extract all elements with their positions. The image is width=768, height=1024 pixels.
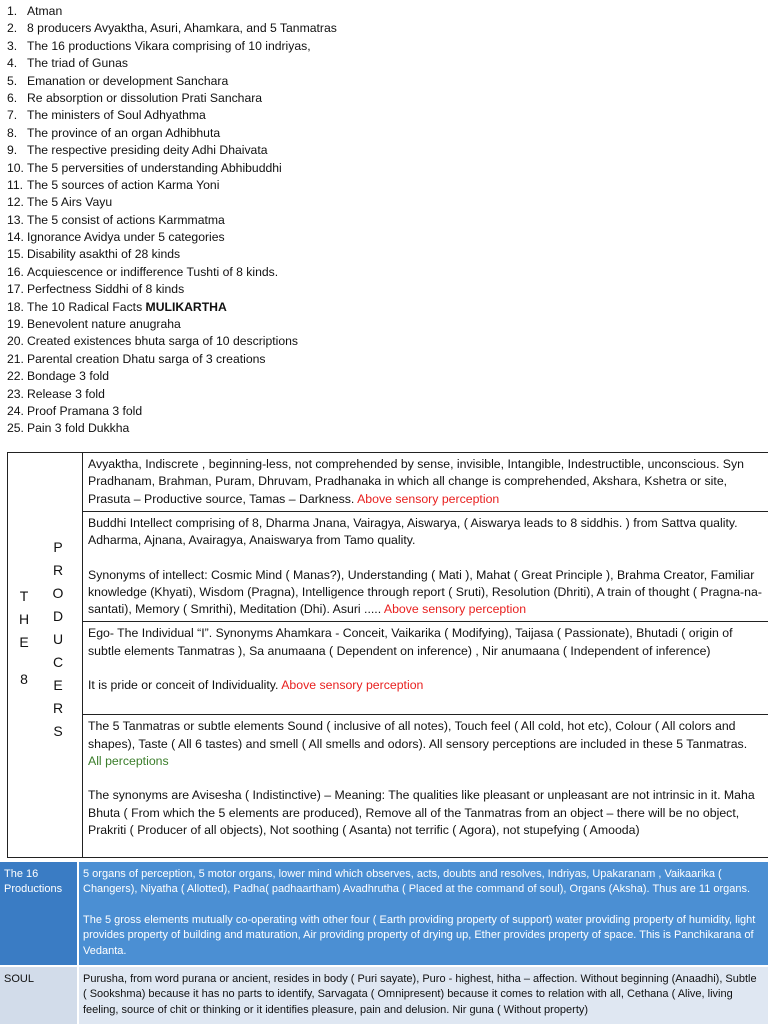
producers-table — [7, 452, 768, 858]
list-item-number: 5. — [7, 73, 18, 88]
list-item-text: The 16 productions Vikara comprising of 10 indriyas, — [27, 38, 311, 53]
list-item — [7, 281, 747, 298]
list-item — [7, 107, 747, 124]
list-item-number: 22. — [7, 369, 24, 384]
list-item — [7, 73, 747, 90]
list-item-number: 4. — [7, 56, 18, 71]
list-item-number: 1. — [7, 4, 18, 18]
list-item-number: 19. — [7, 317, 24, 332]
list-item — [7, 264, 747, 281]
list-item-text: Bondage 3 fold — [27, 369, 109, 384]
list-item-text: The 10 Radical Facts — [27, 299, 146, 314]
list-item-text: Disability asakthi of 28 kinds — [27, 247, 181, 262]
side-letter: U — [52, 631, 64, 647]
side-letter: E — [53, 677, 63, 693]
side-letter: S — [53, 723, 63, 739]
list-item-number: 25. — [7, 421, 24, 436]
side-letter: C — [52, 654, 64, 670]
list-item-number: 8. — [7, 125, 18, 140]
list-item-text: The triad of Gunas — [27, 56, 128, 71]
soul-label: SOUL — [0, 966, 78, 1024]
producers-row-tanmatras — [8, 715, 768, 858]
list-item-number: 11. — [7, 177, 24, 192]
list-item-text: The province of an organ Adhibhuta — [27, 125, 221, 140]
list-item — [7, 333, 747, 350]
list-item — [7, 3, 747, 20]
list-item-text: Emanation or development Sanchara — [27, 73, 229, 88]
list-item-number: 23. — [7, 386, 24, 401]
list-item-text: Parental creation Dhatu sarga of 3 creations — [27, 351, 266, 366]
list-item-text: Re absorption or dissolution Prati Sanchara — [27, 90, 263, 105]
producers-row-ahamkara — [8, 622, 768, 715]
list-item — [7, 246, 747, 263]
list-item-number: 3. — [7, 38, 18, 53]
list-item-number: 7. — [7, 108, 18, 123]
soul-row — [0, 966, 768, 1024]
list-item — [7, 420, 747, 437]
side-letter: D — [52, 608, 64, 624]
list-item-number: 21. — [7, 351, 24, 366]
list-item — [7, 229, 747, 246]
list-item — [7, 20, 747, 37]
producer-cell-ahamkara: Ego- The Individual “I”. Synonyms Ahamkara - Conceit, Vaikarika ( Modifying), Taijasa ( Passionate), Bhutadi ( origin of subtle elements Tanmatras ), Sa anumaana ( Dependent on inference) , Nir anumaana ( Independent of inference) It is pride or conceit of Individuality. Above sensory perception — [83, 622, 768, 715]
side-letter: R — [52, 700, 64, 716]
list-item-number: 15. — [7, 247, 24, 262]
list-item — [7, 142, 747, 159]
list-item — [7, 160, 747, 177]
list-item — [7, 90, 747, 107]
list-item — [7, 386, 747, 403]
list-item — [7, 125, 747, 142]
list-item — [7, 55, 747, 72]
list-item — [7, 316, 747, 333]
list-item-text: Ignorance Avidya under 5 categories — [27, 230, 225, 245]
list-item-number: 13. — [7, 212, 24, 227]
list-item-number: 14. — [7, 230, 24, 245]
list-item-number: 6. — [7, 90, 18, 105]
list-item-text: Created existences bhuta sarga of 10 descriptions — [27, 334, 298, 349]
list-item — [7, 351, 747, 368]
side-letter: O — [52, 585, 64, 601]
list-item-text: Release 3 fold — [27, 386, 105, 401]
list-item-text: The 5 consist of actions Karmmatma — [27, 212, 225, 227]
list-item — [7, 38, 747, 55]
producer-cell-buddhi: Buddhi Intellect comprising of 8, Dharma Jnana, Vairagya, Aiswarya, ( Aiswarya leads to 8 siddhis. ) from Sattva quality. Adharma, Ajnana, Avairagya, Anaiswarya from Tamo quality. Synonyms of intellect: Cosmic Mind ( Manas?), Understanding ( Mati ), Mahat ( Great Principle ), Brahma Creator, Familiar knowledge (Khyati), Wisdom (Pragna), Intelligence through report ( Sruti), Resolution (Dhriti), A train of thought ( Pragna-na- santati), Memory ( Smrithi), Meditation (Dhi). Asuri ..... Above sensory perception — [83, 512, 768, 622]
list-item-text: The 5 Airs Vayu — [27, 195, 113, 210]
side-label-right — [48, 536, 68, 743]
productions-cell: 5 organs of perception, 5 motor organs, lower mind which observes, acts, doubts and resolves, Indriyas, Upakaranam , Vaikaarika ( Changers), Niyatha ( Allotted), Padha( padhaartham) Avadhrutha ( Placed at the command of soul), Organs (Aksha). Thus are 11 organs. The 5 gross elements mutually co-operating with other four ( Earth providing property of support) water providing property of humidity, light provides property of building and maturation, Air providing property of drying up, Ether provides property of space. This is Panchikarana of Vedanta. — [78, 862, 768, 966]
list-item-number: 18. — [7, 299, 24, 314]
list-item-text: The 5 sources of action Karma Yoni — [27, 177, 220, 192]
side-label-left — [14, 585, 34, 691]
list-item-text: The ministers of Soul Adhyathma — [27, 108, 206, 123]
list-item-text: Proof Pramana 3 fold — [27, 403, 143, 418]
list-item — [7, 299, 747, 316]
side-letter: 8 — [20, 671, 28, 687]
list-item — [7, 368, 747, 385]
list-item-text: Benevolent nature anugraha — [27, 317, 181, 332]
side-letter: E — [19, 634, 29, 650]
numbered-list — [7, 3, 747, 438]
list-item-text: The 5 perversities of understanding Abhibuddhi — [27, 160, 282, 175]
side-letter: P — [53, 539, 63, 555]
list-item — [7, 403, 747, 420]
list-item-text: Pain 3 fold Dukkha — [27, 421, 130, 436]
list-item-number: 2. — [7, 21, 18, 36]
soul-cell: Purusha, from word purana or ancient, resides in body ( Puri sayate), Puro - highest, hitha – affection. Without beginning (Anaadhi), Subtle ( Sookshma) because it has no parts to identify, Sarvagata ( Omnipresent) because it comes to relation with all, Cethana ( Alive, living feeling, source of chit or thinking or it identifies pleasure, pain and delusion. Nir guna ( Without property) — [78, 966, 768, 1024]
producer-cell-avyaktha: Avyaktha, Indiscrete , beginning-less, not comprehended by sense, invisible, Intangible, Indestructible, unconscious. Syn Pradhanam, Brahman, Puram, Dhruvam, Pradhanaka in which all change is comprehended, Akshara, Kshetra or site, Prasuta – Productive source, Tamas – Darkness. Above sensory perception — [83, 453, 768, 512]
productions-row — [0, 862, 768, 966]
productions-soul-table — [0, 862, 768, 1024]
productions-label: The 16 Productions — [0, 862, 78, 966]
list-item — [7, 177, 747, 194]
producer-cell-tanmatras: The 5 Tanmatras or subtle elements Sound ( inclusive of all notes), Touch feel ( All cold, hot etc), Colour ( All colors and shapes), Taste ( All 6 tastes) and smell ( All smells and odors). All sensory perceptions are included in these 5 Tanmatras. All perceptions The synonyms are Avisesha ( Indistinctive) – Meaning: The qualities like pleasant or unpleasant are not intrinsic in it. Maha Bhuta ( From which the 5 elements are produced), Remove all of the Tanmatras from an object – there will be no object, Prakriti ( Producer of all objects), Not soothing ( Asanta) not terrific ( Agora), not stupefying ( Amooda) — [83, 715, 768, 858]
list-item-number: 12. — [7, 195, 24, 210]
list-item-text: Perfectness Siddhi of 8 kinds — [27, 282, 185, 297]
list-item-text: Acquiescence or indifference Tushti of 8 kinds. — [27, 264, 279, 279]
list-item-text: 8 producers Avyaktha, Asuri, Ahamkara, and 5 Tanmatras — [27, 21, 337, 36]
list-item — [7, 212, 747, 229]
list-item — [7, 194, 747, 211]
producers-row-buddhi — [8, 512, 768, 622]
list-item-text: The respective presiding deity Adhi Dhaivata — [27, 143, 268, 158]
side-letter: H — [18, 611, 30, 627]
list-item-number: 10. — [7, 160, 24, 175]
list-item-number: 16. — [7, 264, 24, 279]
list-item-number: 20. — [7, 334, 24, 349]
side-letter: T — [19, 588, 29, 604]
list-item-bold: MULIKARTHA — [145, 299, 227, 314]
list-item-number: 17. — [7, 282, 24, 297]
side-letter: R — [52, 562, 64, 578]
list-item-text: Atman — [27, 4, 63, 18]
producers-row-avyaktha — [8, 453, 768, 512]
list-item-number: 9. — [7, 143, 18, 158]
producers-side-label — [8, 453, 83, 858]
list-item-number: 24. — [7, 403, 24, 418]
